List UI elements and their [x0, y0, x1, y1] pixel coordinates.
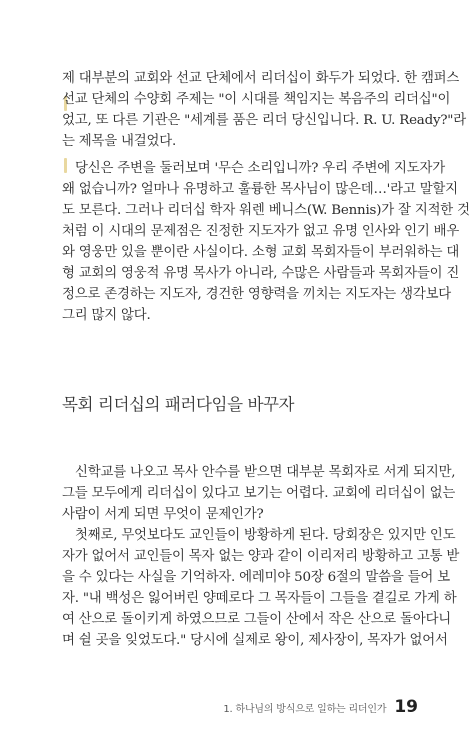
text-line: 형 교회의 영웅적 유명 목사가 아니라, 수많은 사람들과 목회자들이 진: [62, 266, 460, 281]
paragraph: [62, 158, 470, 326]
text-line: 와 영웅만 있을 뿐이란 사실이다. 소형 교회 목회자들이 부러워하는 대: [62, 245, 460, 260]
page-number: 19: [394, 697, 418, 717]
section-heading: 목회 리더십의 패러다임을 바꾸자: [62, 395, 295, 414]
text-line: 도 모른다. 그러나 리더십 학자 워렌 베니스(W. Bennis)가 잘 지적한 것: [62, 203, 470, 218]
text-line: 사람이 서게 되면 무엇이 문제인가?: [62, 507, 264, 522]
text-line: 는 제목을 내걸었다.: [62, 134, 177, 149]
text-line: 처럼 이 시대의 문제점은 진정한 지도자가 없고 유명 인사와 인기 배우: [62, 224, 460, 239]
text-line: 왜 없습니까? 얼마나 유명하고 훌륭한 목사님이 많은데…'라고 말할지: [62, 182, 458, 197]
text-line: 자. "내 백성은 잃어버린 양떼로다 그 목자들이 그들을 곁길로 가게 하: [62, 591, 457, 606]
paragraph: [62, 525, 460, 651]
text-line: 정으로 존경하는 지도자, 경건한 영향력을 끼치는 지도자는 생각보다: [62, 287, 452, 302]
text-line: 그리 많지 않다.: [62, 308, 151, 323]
text-line: 었고, 또 다른 기관은 "세계를 품은 리더 당신입니다. R. U. Ready?"라: [62, 113, 466, 128]
text-line: 자가 없어서 교인들이 목자 없는 양과 같이 이리저리 방황하고 고통 받: [62, 549, 460, 564]
text-line: 선교 단체의 수양회 주제는 "이 시대를 책임지는 복음주의 리더십"이: [62, 92, 451, 107]
text-line: 첫째로, 무엇보다도 교인들이 방황하게 된다. 당회장은 있지만 인도: [75, 528, 456, 543]
text-line: 당신은 주변을 둘러보며 '무슨 소리입니까? 우리 주변에 지도자가: [75, 161, 445, 176]
text-line: 제 대부분의 교회와 선교 단체에서 리더십이 화두가 되었다. 한 캠퍼스: [62, 71, 460, 86]
text-line: 며 쉴 곳을 잊었도다." 당시에 실제로 왕이, 제사장이, 목자가 없어서: [62, 633, 448, 648]
text-line: 신학교를 나오고 목사 안수를 받으면 대부분 목회자로 서게 되지만,: [75, 465, 456, 480]
text-line: 그들 모두에게 리더십이 있다고 보기는 어렵다. 교회에 리더십이 없는: [62, 486, 456, 501]
paragraph: [62, 462, 456, 525]
chapter-title: 1. 하나님의 방식으로 일하는 리더인가: [223, 704, 387, 715]
text-line: 을 수 있다는 사실을 기억하자. 에레미야 50장 6절의 말씀을 들어 보: [62, 570, 450, 585]
paragraph: [62, 68, 466, 152]
page-footer: [223, 697, 418, 717]
text-line: 여 산으로 돌이키게 하였으므로 그들이 산에서 작은 산으로 돌아다니: [62, 612, 452, 627]
